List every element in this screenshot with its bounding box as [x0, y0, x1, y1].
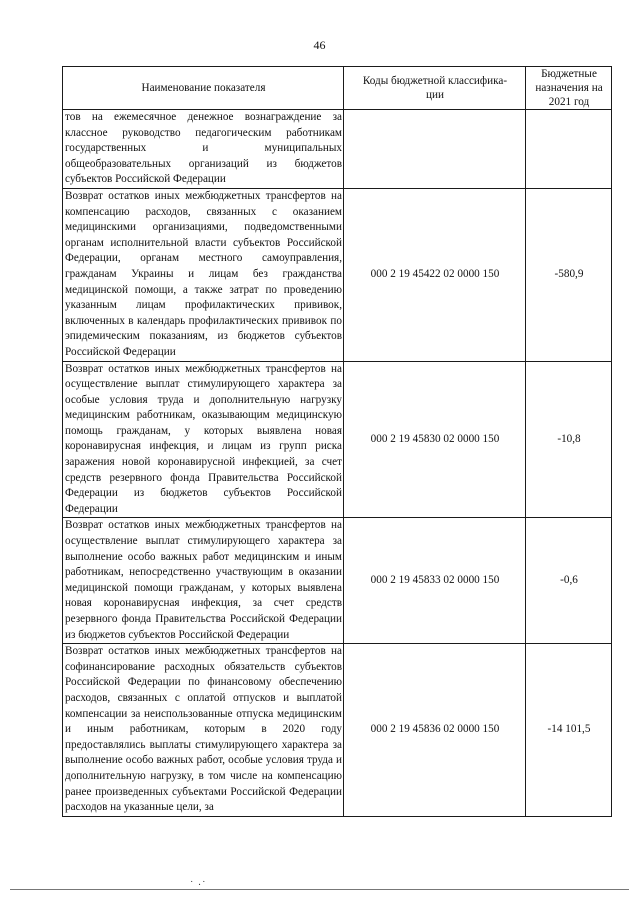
row-budget-code: 000 2 19 45836 02 0000 150 — [344, 644, 526, 817]
table-row — [63, 518, 612, 644]
row-indicator-name: Возврат остатков иных межбюджетных трансфертов на осуществление выплат стимулирующего характера за особые условия труда и дополнительную нагрузку медицинским работникам, оказывающим медицинскую помощь гражданам, у которых выявлена новая коронавирусная инфекция, и лицам из групп риска заражения новой коронавирусной инфекцией, за счет средств резервного фонда Правительства Российской Федерации из бюджетов субъектов Российской Федерации — [63, 361, 344, 518]
row-budget-amount: -0,6 — [526, 518, 612, 644]
row-budget-amount: -580,9 — [526, 188, 612, 361]
row-budget-amount: -14 101,5 — [526, 644, 612, 817]
row-indicator-name: тов на ежемесячное денежное вознаграждение за классное руководство педагогическим работникам государственных и муниципальных общеобразовательных организаций из бюджетов субъектов Российской Федерации — [63, 110, 344, 189]
page-number: 46 — [313, 38, 326, 52]
row-indicator-name: Возврат остатков иных межбюджетных трансфертов на осуществление выплат стимулирующего характера за выполнение особо важных работ медицинским и иным работникам, непосредственно участвующим в оказании медицинской помощи гражданам, у которых выявлена новая коронавирусная инфекция, за счет средств резервного фонда Правительства Российской Федерации из бюджетов субъектов Российской Федерации — [63, 518, 344, 644]
table-row — [63, 110, 612, 189]
table-row — [63, 361, 612, 518]
row-budget-amount: -10,8 — [526, 361, 612, 518]
header-budget-code: Коды бюджетной классифика- ции — [344, 67, 526, 110]
row-budget-code: 000 2 19 45830 02 0000 150 — [344, 361, 526, 518]
table-row — [63, 188, 612, 361]
header-budget-amount: Бюджетные назначения на 2021 год — [526, 67, 612, 110]
scan-artifact: ˙ ·˙ — [190, 880, 207, 891]
budget-table — [62, 66, 612, 817]
row-budget-code: 000 2 19 45833 02 0000 150 — [344, 518, 526, 644]
row-indicator-name: Возврат остатков иных межбюджетных трансфертов на софинансирование расходных обязательств субъектов Российской Федерации по финансовому обеспечению расходов, связанных с оплатой отпусков и выплатой компенсации за неиспользованные отпуска медицинским и иным работникам, которым в 2020 году предоставлялись выплаты стимулирующего характера за выполнение особо важных работ, особые условия труда и дополнительную нагрузку, в том числе на компенсацию ранее произведенных субъектами Российской Федерации расходов на указанные цели, за — [63, 644, 344, 817]
row-budget-code: 000 2 19 45422 02 0000 150 — [344, 188, 526, 361]
row-budget-code — [344, 110, 526, 189]
table-row — [63, 644, 612, 817]
page-bottom-rule — [10, 889, 629, 890]
table-header-row — [63, 67, 612, 110]
row-budget-amount — [526, 110, 612, 189]
header-indicator-name: Наименование показателя — [63, 67, 344, 110]
row-indicator-name: Возврат остатков иных межбюджетных трансфертов на компенсацию расходов, связанных с оказанием медицинскими организациями, подведомственными органам исполнительной власти субъектов Российской Федерации, органам местного самоуправления, гражданам Украины и лицам без гражданства медицинской помощи, а также затрат по проведению указанным лицам профилактических прививок, включенных в календарь профилактических прививок по эпидемическим показаниям, из бюджетов субъектов Российской Федерации — [63, 188, 344, 361]
